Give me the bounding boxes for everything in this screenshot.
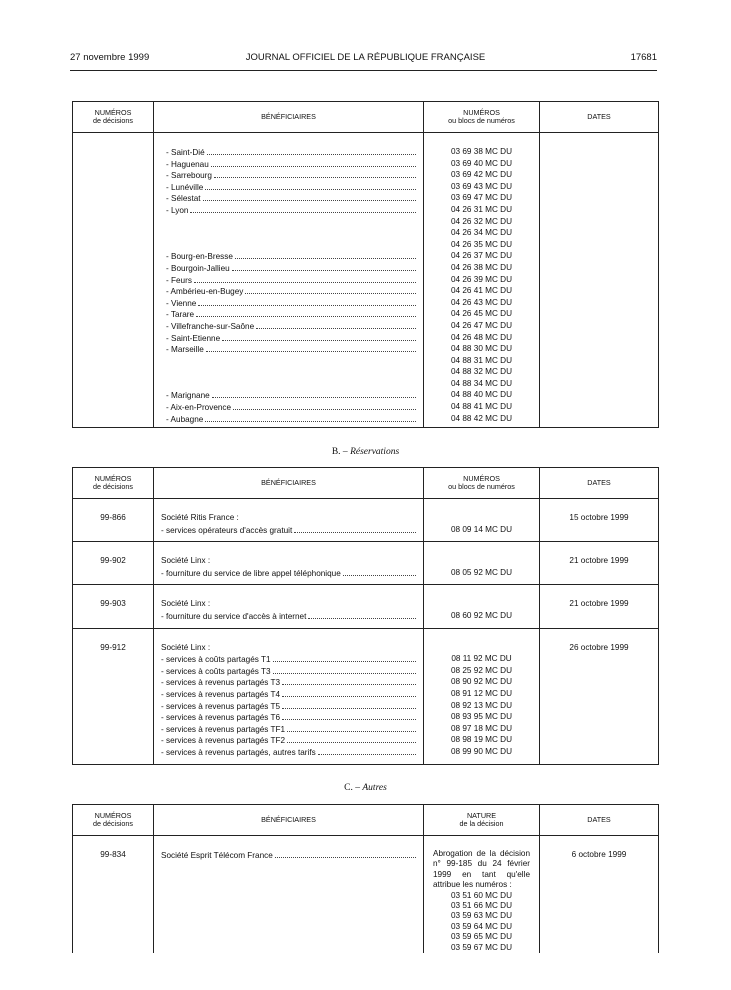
col-header-decisions-line2: de décisions — [93, 819, 133, 828]
decision-cell — [73, 542, 154, 585]
decision-number: 99-903 — [100, 599, 126, 609]
col-header-numeros — [424, 468, 540, 499]
numeros-cell — [424, 585, 540, 628]
service-line — [154, 665, 423, 677]
beneficiary-line — [154, 146, 423, 158]
company-line — [154, 849, 423, 861]
line-label: - Feurs — [166, 275, 192, 285]
number-block: 04 88 32 MC DU — [451, 367, 512, 377]
beneficiary-line — [154, 320, 423, 332]
section-c-title — [0, 783, 731, 793]
numeros-cell — [424, 542, 540, 585]
decision-row — [73, 585, 659, 628]
beneficiaires-cell — [154, 585, 424, 628]
table-autres — [72, 804, 659, 953]
line-label: - services à revenus partagés TF2 — [161, 736, 286, 746]
section-b-label: Réservations — [350, 447, 400, 457]
numeros-cell — [424, 628, 540, 764]
beneficiary-line — [154, 250, 423, 262]
leader-dots — [207, 146, 416, 155]
leader-dots — [282, 711, 416, 720]
leader-dots — [194, 274, 416, 283]
line-label: - services à revenus partagés T4 — [161, 689, 281, 699]
number-block: 08 91 12 MC DU — [451, 688, 512, 698]
number-block: 03 69 43 MC DU — [451, 181, 512, 191]
dates-cell — [540, 585, 659, 628]
company-name: Société Esprit Télécom France — [161, 851, 273, 860]
line-label: - Sarrebourg — [166, 171, 212, 181]
leader-dots — [212, 389, 416, 398]
line-label: - Lyon — [166, 205, 189, 215]
spacer-line — [154, 378, 423, 390]
section-c-label: Autres — [362, 783, 387, 793]
line-label: - services opérateurs d'accès gratuit — [161, 525, 293, 535]
number-block: 04 26 35 MC DU — [451, 239, 512, 249]
number-block: 03 59 65 MC DU — [451, 932, 512, 942]
beneficiary-line — [154, 158, 423, 170]
number-block: 03 59 67 MC DU — [451, 942, 512, 952]
number-block: 08 25 92 MC DU — [451, 665, 512, 675]
leader-dots — [282, 676, 416, 685]
leader-dots — [196, 308, 416, 317]
col-header-nature-line1: NATURE — [466, 811, 497, 820]
beneficiary-line — [154, 262, 423, 274]
number-block: 08 97 18 MC DU — [451, 723, 512, 733]
spacer-line — [424, 642, 539, 654]
line-label: - Marseille — [166, 345, 204, 355]
decision-date: 26 octobre 1999 — [569, 642, 629, 652]
table-attributions — [72, 101, 659, 428]
number-block: 04 88 40 MC DU — [451, 390, 512, 400]
line-label: - Villefranche-sur-Saône — [166, 321, 255, 331]
decision-number: 99-912 — [100, 642, 126, 652]
line-label: - services à revenus partagés T5 — [161, 701, 281, 711]
journal-title: JOURNAL OFFICIEL DE LA RÉPUBLIQUE FRANÇAISE — [245, 52, 486, 63]
decision-cell — [73, 585, 154, 628]
spacer-line — [424, 598, 539, 610]
number-block: 04 88 41 MC DU — [451, 402, 512, 412]
spacer-line — [424, 555, 539, 567]
table-reservations — [72, 467, 659, 765]
leader-dots — [343, 567, 416, 576]
number-block: 04 26 43 MC DU — [451, 297, 512, 307]
leader-dots — [318, 746, 416, 755]
decision-number: 99-902 — [100, 556, 126, 566]
number-block: 08 99 90 MC DU — [451, 746, 512, 756]
beneficiaires-cell — [154, 499, 424, 542]
number-block: 04 26 41 MC DU — [451, 286, 512, 296]
service-line — [154, 723, 423, 735]
number-block: 08 05 92 MC DU — [451, 567, 512, 577]
col-header-decisions — [73, 102, 154, 133]
number-block: 03 69 38 MC DU — [451, 147, 512, 156]
number-block: 04 26 48 MC DU — [451, 332, 512, 342]
leader-dots — [190, 204, 416, 213]
leader-dots — [235, 250, 416, 259]
leader-dots — [203, 192, 416, 201]
leader-dots — [211, 158, 416, 167]
dates-cell — [540, 499, 659, 542]
line-label: - Aubagne — [166, 414, 204, 424]
beneficiary-line — [154, 285, 423, 297]
line-label: - services à revenus partagés TF1 — [161, 724, 286, 734]
beneficiary-line — [154, 274, 423, 286]
decision-cell — [73, 133, 154, 428]
line-label: - Saint-Etienne — [166, 333, 221, 343]
leader-dots — [294, 524, 416, 533]
number-block: 08 11 92 MC DU — [451, 654, 512, 664]
number-block: 04 88 34 MC DU — [451, 378, 512, 388]
col-header-dates: DATES — [540, 468, 659, 499]
leader-dots — [245, 285, 416, 294]
beneficiary-line — [154, 297, 423, 309]
beneficiaires-cell — [154, 836, 424, 953]
col-header-decisions-line1: NUMÉROS — [94, 474, 132, 483]
beneficiary-line — [154, 389, 423, 401]
line-label: - Ambérieu-en-Bugey — [166, 287, 244, 297]
section-b-title — [0, 447, 731, 457]
line-label: - fourniture du service d'accès à internet — [161, 611, 307, 621]
numeros-cell — [424, 133, 540, 428]
number-block: 08 09 14 MC DU — [451, 524, 512, 534]
number-block: 03 59 63 MC DU — [451, 911, 512, 921]
number-block: 03 51 66 MC DU — [451, 901, 512, 911]
service-line — [154, 610, 423, 622]
service-line — [154, 653, 423, 665]
number-block: 08 93 95 MC DU — [451, 712, 512, 722]
beneficiary-line — [154, 332, 423, 344]
col-header-dates: DATES — [540, 102, 659, 133]
company-name: Société Linx : — [161, 599, 211, 609]
leader-dots — [256, 320, 416, 329]
number-block: 08 92 13 MC DU — [451, 700, 512, 710]
line-label: - Marignane — [166, 391, 210, 401]
service-line — [154, 734, 423, 746]
col-header-nature-line2: de la décision — [459, 819, 504, 828]
nature-numbers — [424, 891, 539, 953]
number-block: 04 26 45 MC DU — [451, 309, 512, 319]
spacer-line — [154, 239, 423, 251]
header-date: 27 novembre 1999 — [70, 52, 150, 63]
leader-dots — [205, 413, 416, 422]
dates-cell — [540, 628, 659, 764]
col-header-numeros — [424, 102, 540, 133]
leader-dots — [282, 700, 416, 709]
service-line — [154, 524, 423, 536]
leader-dots — [222, 332, 416, 341]
spacer-line — [154, 227, 423, 239]
number-block: 04 26 31 MC DU — [451, 204, 512, 214]
leader-dots — [233, 401, 416, 410]
decision-number: 99-834 — [100, 850, 126, 859]
number-block: 04 88 30 MC DU — [451, 344, 512, 354]
number-block: 08 98 19 MC DU — [451, 735, 512, 745]
company-name: Société Linx : — [161, 642, 211, 652]
decision-row — [73, 499, 659, 542]
service-line — [154, 700, 423, 712]
col-header-beneficiaires: BÉNÉFICIAIRES — [154, 805, 424, 836]
service-line — [154, 567, 423, 579]
decision-row — [73, 542, 659, 585]
col-header-numeros-line1: NUMÉROS — [463, 108, 500, 117]
nature-cell — [424, 836, 540, 953]
decision-date: 6 octobre 1999 — [571, 850, 627, 859]
beneficiary-line — [154, 204, 423, 216]
col-header-decisions — [73, 805, 154, 836]
spacer-line — [154, 355, 423, 367]
number-block: 03 51 60 MC DU — [451, 890, 512, 900]
col-header-beneficiaires: BÉNÉFICIAIRES — [154, 468, 424, 499]
line-label: - Tarare — [166, 310, 195, 320]
leader-dots — [198, 297, 416, 306]
decision-cell — [73, 836, 154, 953]
leader-dots — [287, 734, 416, 743]
spacer-line — [154, 366, 423, 378]
line-label: - Lunéville — [166, 182, 204, 192]
leader-dots — [282, 688, 416, 697]
leader-dots — [275, 849, 416, 858]
company-name: Société Ritis France : — [161, 513, 239, 522]
number-block: 04 26 47 MC DU — [451, 320, 512, 330]
spacer-line — [424, 512, 539, 524]
number-block: 03 69 40 MC DU — [451, 158, 512, 168]
beneficiaires-cell — [154, 133, 424, 428]
col-header-decisions — [73, 468, 154, 499]
line-label: - services à revenus partagés T6 — [161, 713, 281, 723]
number-block: 04 26 34 MC DU — [451, 228, 512, 238]
decision-date: 21 octobre 1999 — [569, 599, 629, 609]
decision-cell — [73, 628, 154, 764]
nature-text: Abrogation de la décision n° 99-185 du 24 février 1999 en tant qu'elle attribue les numéros : — [433, 849, 530, 890]
beneficiary-line — [154, 343, 423, 355]
service-line — [154, 711, 423, 723]
dates-cell — [540, 836, 659, 953]
decision-number: 99-866 — [100, 513, 126, 522]
beneficiary-line — [154, 192, 423, 204]
decision-date: 21 octobre 1999 — [569, 556, 629, 566]
leader-dots — [273, 665, 416, 674]
number-block: 04 26 39 MC DU — [451, 274, 512, 284]
beneficiary-line — [154, 401, 423, 413]
col-header-numeros-line2: ou blocs de numéros — [448, 482, 515, 491]
leader-dots — [287, 723, 416, 732]
leader-dots — [206, 343, 416, 352]
col-header-numeros-line1: NUMÉROS — [463, 474, 500, 483]
beneficiaires-cell — [154, 628, 424, 764]
leader-dots — [205, 181, 416, 190]
line-label: - Saint-Dié — [166, 148, 205, 157]
service-line — [154, 676, 423, 688]
line-label: - Bourg-en-Bresse — [166, 252, 233, 262]
line-label: - Bourgoin-Jallieu — [166, 263, 230, 273]
dates-cell — [540, 133, 659, 428]
number-block: 03 69 47 MC DU — [451, 193, 512, 203]
beneficiary-line — [154, 413, 423, 425]
col-header-beneficiaires: BÉNÉFICIAIRES — [154, 102, 424, 133]
number-block: 03 59 64 MC DU — [451, 921, 512, 931]
decision-row — [73, 628, 659, 764]
number-block: 04 88 42 MC DU — [451, 413, 512, 423]
dates-cell — [540, 542, 659, 585]
line-label: - Vienne — [166, 298, 197, 308]
service-line — [154, 688, 423, 700]
col-header-decisions-line2: de décisions — [93, 116, 133, 125]
beneficiary-line — [154, 308, 423, 320]
line-label: - services à coûts partagés T1 — [161, 655, 271, 665]
line-label: - services à revenus partagés T3 — [161, 678, 281, 688]
number-block: 04 88 31 MC DU — [451, 355, 512, 365]
col-header-decisions-line1: NUMÉROS — [94, 108, 132, 117]
leader-dots — [273, 653, 416, 662]
number-block: 04 26 37 MC DU — [451, 251, 512, 261]
number-block: 04 26 38 MC DU — [451, 262, 512, 272]
col-header-decisions-line2: de décisions — [93, 482, 133, 491]
beneficiary-line — [154, 181, 423, 193]
section-b-prefix: B. – — [331, 447, 348, 457]
line-label: - services à revenus partagés, autres tarifs — [161, 747, 316, 757]
col-header-numeros-line2: ou blocs de numéros — [448, 116, 515, 125]
line-label: - Haguenau — [166, 159, 209, 169]
leader-dots — [214, 169, 416, 178]
beneficiary-line — [154, 169, 423, 181]
header-rule — [70, 70, 657, 71]
spacer-line — [154, 216, 423, 228]
leader-dots — [232, 262, 416, 271]
leader-dots — [308, 610, 416, 619]
numeros-cell — [424, 499, 540, 542]
number-block: 08 60 92 MC DU — [451, 610, 512, 620]
col-header-nature — [424, 805, 540, 836]
line-label: - Aix-en-Provence — [166, 403, 232, 413]
line-label: - services à coûts partagés T3 — [161, 666, 271, 676]
company-name: Société Linx : — [161, 556, 211, 566]
line-label: - Sélestat — [166, 194, 201, 204]
beneficiaires-cell — [154, 542, 424, 585]
col-header-dates: DATES — [540, 805, 659, 836]
number-block: 08 90 92 MC DU — [451, 677, 512, 687]
service-line — [154, 746, 423, 758]
page-number: 17681 — [630, 52, 657, 63]
section-c-prefix: C. – — [344, 783, 360, 793]
number-block: 04 26 32 MC DU — [451, 216, 512, 226]
line-label: - fourniture du service de libre appel téléphonique — [161, 568, 341, 578]
decision-cell — [73, 499, 154, 542]
col-header-decisions-line1: NUMÉROS — [94, 811, 132, 820]
number-block: 03 69 42 MC DU — [451, 170, 512, 180]
decision-date: 15 octobre 1999 — [569, 513, 629, 522]
